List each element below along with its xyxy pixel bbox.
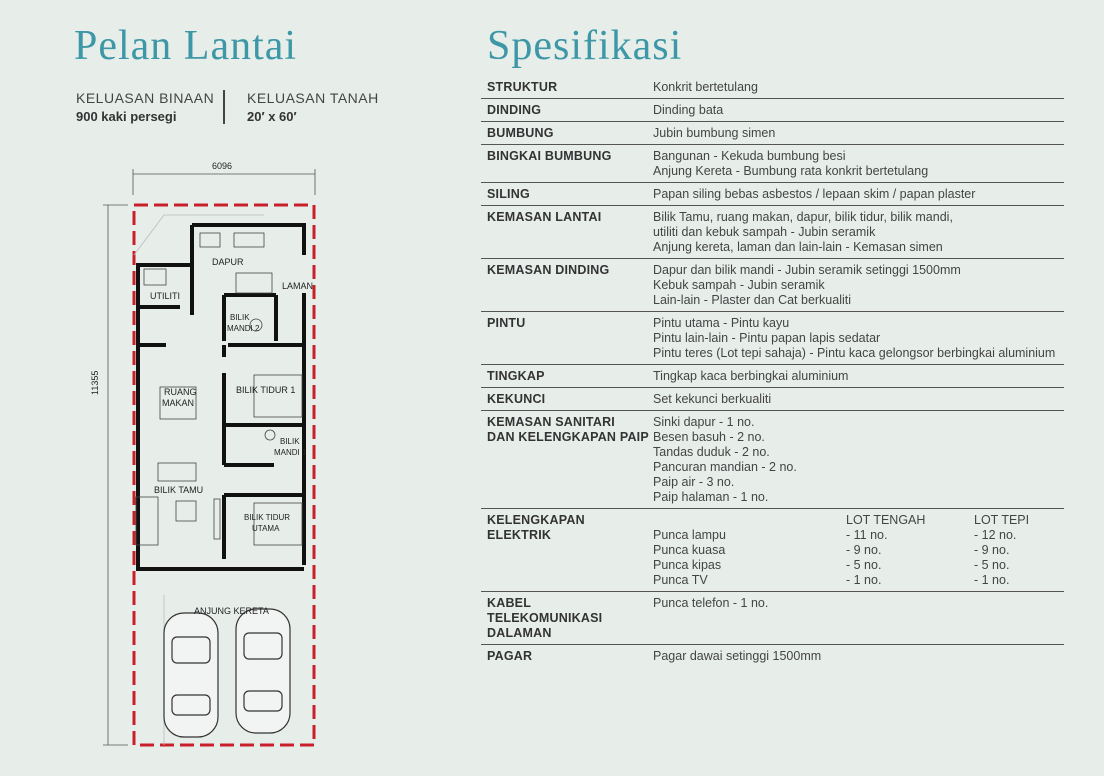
spec-label-line: TELEKOMUNIKASI xyxy=(487,611,603,625)
spec-value-line: Kebuk sampah - Jubin seramik xyxy=(653,278,825,292)
spec-label xyxy=(487,187,653,202)
land-area-label: KELUASAN TANAH xyxy=(247,90,379,106)
spec-value xyxy=(653,649,1064,664)
spec-value xyxy=(653,187,1064,202)
spec-value-line: Pintu teres (Lot tepi sahaja) - Pintu kaca gelongsor berbingkai aluminium xyxy=(653,346,1056,360)
electrical-item-tepi: - 1 no. xyxy=(974,573,1010,587)
spec-row xyxy=(481,259,1064,312)
spec-title: Spesifikasi xyxy=(487,23,683,69)
room-bilik-tidur-utama-line2: UTAMA xyxy=(252,524,280,533)
spec-value-line: Paip air - 3 no. xyxy=(653,475,735,489)
spec-table xyxy=(481,76,1064,667)
spec-row xyxy=(481,76,1064,99)
spec-value-line: Set kekunci berkualiti xyxy=(653,392,772,406)
spec-value xyxy=(653,369,1064,384)
spec-label-line: KABEL xyxy=(487,596,532,610)
spec-row xyxy=(481,145,1064,183)
spec-value-line: Lain-lain - Plaster dan Cat berkualiti xyxy=(653,293,852,307)
spec-row xyxy=(481,312,1064,365)
spec-label-line: TINGKAP xyxy=(487,369,545,383)
spec-label xyxy=(487,210,653,255)
spec-value-line: Jubin bumbung simen xyxy=(653,126,776,140)
spec-label-line: KEMASAN LANTAI xyxy=(487,210,602,224)
spec-label-line: KEKUNCI xyxy=(487,392,546,406)
spec-label xyxy=(487,263,653,308)
floor-plan-drawing xyxy=(84,155,344,755)
spec-value-line: Dapur dan bilik mandi - Jubin seramik setinggi 1500mm xyxy=(653,263,961,277)
electrical-item-tepi: - 12 no. xyxy=(974,528,1017,542)
electrical-item-tengah: - 9 no. xyxy=(846,543,882,557)
spec-value xyxy=(653,513,1064,588)
spec-value-line: Pancuran mandian - 2 no. xyxy=(653,460,797,474)
spec-label-line: STRUKTUR xyxy=(487,80,558,94)
room-bilik-mandi-2-line1: BILIK xyxy=(230,313,250,322)
depth-dimension-label: 11355 xyxy=(90,370,100,395)
electrical-item-tengah: - 1 no. xyxy=(846,573,882,587)
spec-row-elektrik xyxy=(481,509,1064,592)
spec-label-line: PAGAR xyxy=(487,649,533,663)
floor-plan-title: Pelan Lantai xyxy=(74,23,298,69)
electrical-grid xyxy=(653,513,1064,588)
land-area xyxy=(247,90,379,124)
spec-value xyxy=(653,103,1064,118)
spec-value-line: Tingkap kaca berbingkai aluminium xyxy=(653,369,849,383)
spec-label xyxy=(487,649,653,664)
spec-value-line: Pintu utama - Pintu kayu xyxy=(653,316,790,330)
built-area-label: KELUASAN BINAAN xyxy=(76,90,215,106)
spec-label xyxy=(487,513,653,588)
spec-label xyxy=(487,392,653,407)
spec-value-line: Pagar dawai setinggi 1500mm xyxy=(653,649,822,663)
spec-value-line: Sinki dapur - 1 no. xyxy=(653,415,755,429)
spec-label-line: KEMASAN DINDING xyxy=(487,263,610,277)
electrical-item-tengah: - 5 no. xyxy=(846,558,882,572)
electrical-item-name: Punca lampu xyxy=(653,528,726,542)
room-anjung-kereta: ANJUNG KERETA xyxy=(194,606,269,616)
spec-label-line: SILING xyxy=(487,187,530,201)
room-bilik-mandi-1-line2: MANDI 1 xyxy=(274,448,307,457)
spec-value xyxy=(653,263,1064,308)
car-illustration xyxy=(164,609,290,737)
spec-value-line: utiliti dan kebuk sampah - Jubin seramik xyxy=(653,225,876,239)
spec-value xyxy=(653,392,1064,407)
spec-label-line: DAN KELENGKAPAN PAIP xyxy=(487,430,649,444)
room-ruang-makan-line1: RUANG xyxy=(164,387,197,397)
spec-value xyxy=(653,316,1064,361)
room-bilik-mandi-2-line2: MANDI 2 xyxy=(227,324,260,333)
spec-value-line: Konkrit bertetulang xyxy=(653,80,758,94)
spec-row xyxy=(481,206,1064,259)
spec-value xyxy=(653,415,1064,505)
room-ruang-makan-line2: MAKAN xyxy=(162,398,195,408)
spec-label-line: BINGKAI BUMBUNG xyxy=(487,149,612,163)
spec-row xyxy=(481,645,1064,667)
spec-label xyxy=(487,596,653,641)
spec-label xyxy=(487,369,653,384)
spec-label xyxy=(487,126,653,141)
spec-value-line: Anjung Kereta - Bumbung rata konkrit bertetulang xyxy=(653,164,929,178)
electrical-header-tepi: LOT TEPI xyxy=(974,513,1030,527)
room-bilik-tidur-1: BILIK TIDUR 1 xyxy=(236,385,296,395)
electrical-item-tepi: - 5 no. xyxy=(974,558,1010,572)
room-dapur: DAPUR xyxy=(212,257,244,267)
spec-value-line: Punca telefon - 1 no. xyxy=(653,596,769,610)
electrical-header-tengah: LOT TENGAH xyxy=(846,513,926,527)
electrical-item-tepi: - 9 no. xyxy=(974,543,1010,557)
spec-value xyxy=(653,80,1064,95)
spec-value xyxy=(653,126,1064,141)
spec-label-line: ELEKTRIK xyxy=(487,528,552,542)
width-dimension xyxy=(133,169,315,195)
depth-dimension xyxy=(103,205,128,745)
spec-label xyxy=(487,103,653,118)
spec-row xyxy=(481,388,1064,411)
spec-value-line: Bangunan - Kekuda bumbung besi xyxy=(653,149,846,163)
room-bilik-tamu: BILIK TAMU xyxy=(154,485,204,495)
room-bilik-mandi-1-line1: BILIK xyxy=(280,437,300,446)
land-area-value: 20′ x 60′ xyxy=(247,109,297,124)
spec-label xyxy=(487,316,653,361)
spec-label-line: BUMBUNG xyxy=(487,126,554,140)
spec-label-line: KELENGKAPAN xyxy=(487,513,585,527)
electrical-item-name: Punca kipas xyxy=(653,558,722,572)
spec-value xyxy=(653,149,1064,179)
spec-label xyxy=(487,149,653,179)
spec-value-line: Bilik Tamu, ruang makan, dapur, bilik tidur, bilik mandi, xyxy=(653,210,953,224)
spec-value-line: Anjung kereta, laman dan lain-lain - Kemasan simen xyxy=(653,240,943,254)
built-area-value: 900 kaki persegi xyxy=(76,109,177,124)
spec-row xyxy=(481,365,1064,388)
spec-value-line: Besen basuh - 2 no. xyxy=(653,430,765,444)
spec-value-line: Papan siling bebas asbestos / lepaan skim / papan plaster xyxy=(653,187,976,201)
spec-row xyxy=(481,99,1064,122)
spec-value-line: Pintu lain-lain - Pintu papan lapis sedatar xyxy=(653,331,881,345)
electrical-item-name: Punca kuasa xyxy=(653,543,726,557)
electrical-item-name: Punca TV xyxy=(653,573,708,587)
width-dimension-label: 6096 xyxy=(212,161,233,171)
spec-value-line: Paip halaman - 1 no. xyxy=(653,490,769,504)
built-area xyxy=(76,90,214,124)
spec-label-line: DALAMAN xyxy=(487,626,552,640)
spec-value-line: Dinding bata xyxy=(653,103,724,117)
area-divider xyxy=(223,90,225,124)
spec-row xyxy=(481,122,1064,145)
room-utiliti: UTILITI xyxy=(150,291,181,301)
spec-label xyxy=(487,80,653,95)
spec-value-line: Tandas duduk - 2 no. xyxy=(653,445,770,459)
spec-value xyxy=(653,596,1064,641)
room-bilik-tidur-utama-line1: BILIK TIDUR xyxy=(244,513,291,522)
spec-label-line: KEMASAN SANITARI xyxy=(487,415,615,429)
spec-label-line: DINDING xyxy=(487,103,542,117)
electrical-header-blank xyxy=(653,513,846,528)
spec-row xyxy=(481,411,1064,509)
electrical-item-tengah: - 11 no. xyxy=(846,528,888,542)
spec-value xyxy=(653,210,1064,255)
room-laman: LAMAN xyxy=(282,281,314,291)
spec-row xyxy=(481,592,1064,645)
spec-row xyxy=(481,183,1064,206)
spec-label-line: PINTU xyxy=(487,316,526,330)
spec-label xyxy=(487,415,653,505)
